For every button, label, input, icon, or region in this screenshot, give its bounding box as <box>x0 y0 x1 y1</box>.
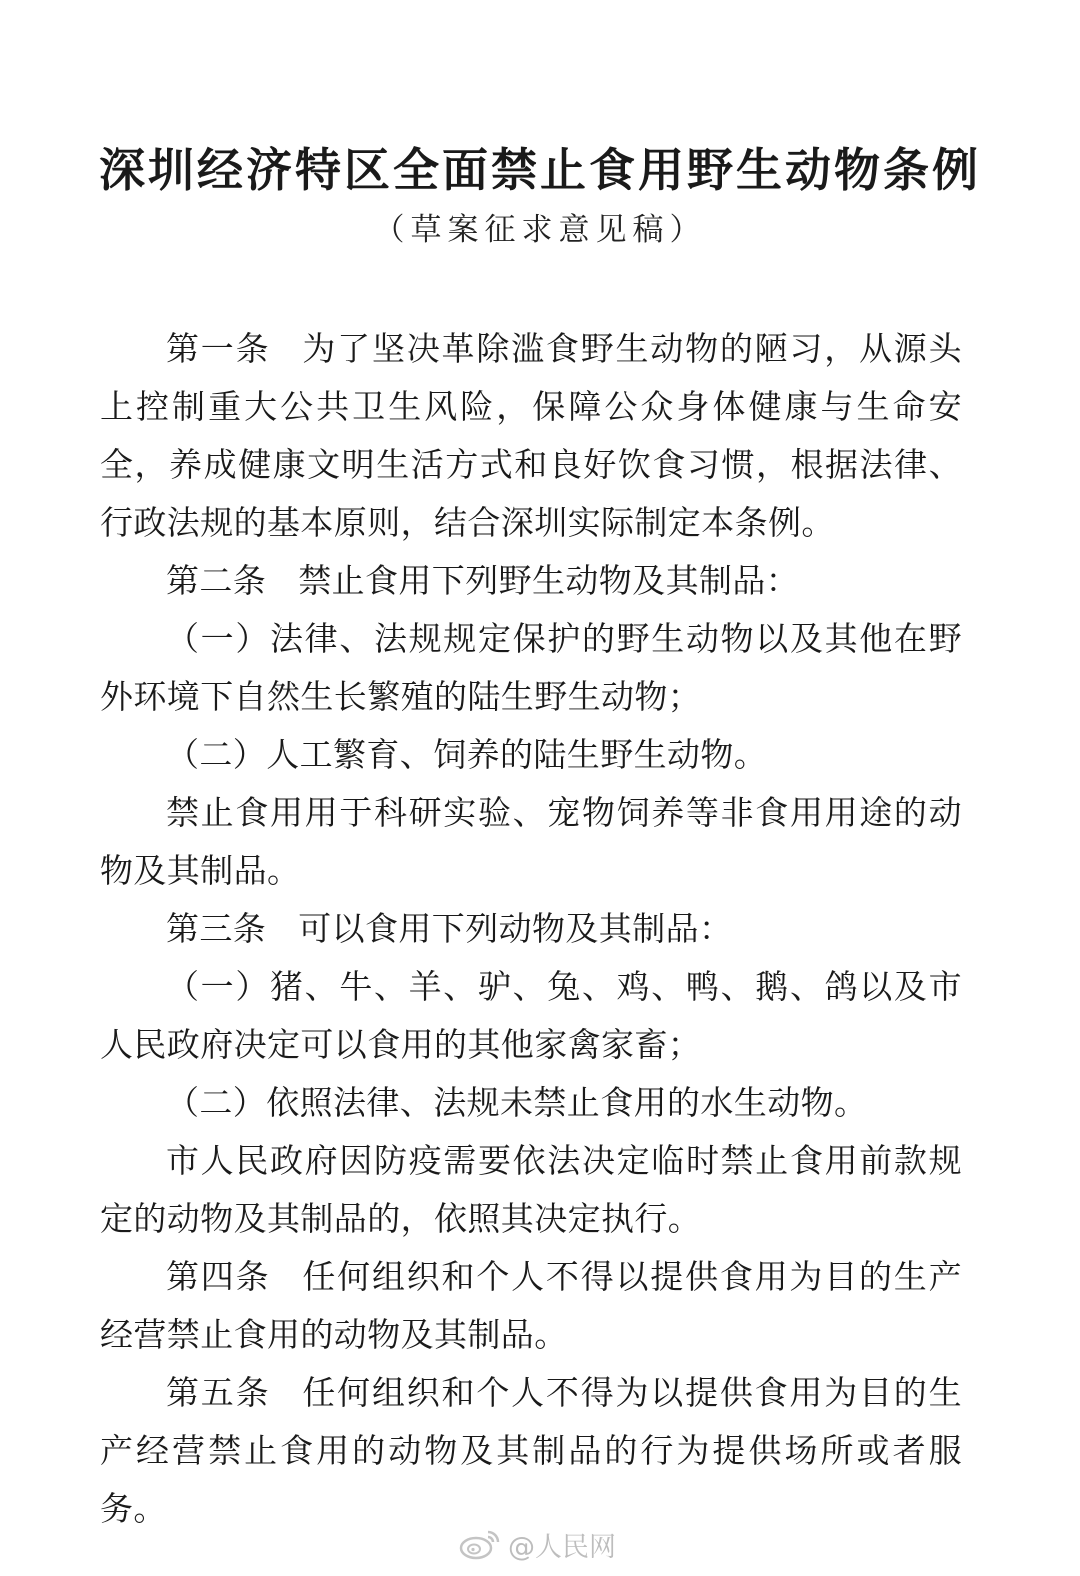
clause-paragraph <box>100 1074 962 1132</box>
paragraph-text: 禁止食用下列野生动物及其制品： <box>298 561 800 600</box>
clause-paragraph <box>100 958 962 1074</box>
clause-paragraph <box>100 610 962 726</box>
weibo-icon <box>458 1528 502 1560</box>
document-title: 深圳经济特区全面禁止食用野生动物条例 <box>99 143 981 197</box>
paragraph-text: 市人民政府因防疫需要依法决定临时禁止食用前款规定的动物及其制品的，依照其决定执行。 <box>100 1141 962 1238</box>
paragraph-text: 禁止食用用于科研实验、宠物饲养等非食用用途的动物及其制品。 <box>100 793 962 890</box>
article-paragraph <box>100 552 962 610</box>
clause-paragraph <box>100 784 962 900</box>
article-paragraph <box>100 320 962 552</box>
paragraph-text: 任何组织和个人不得为以提供食用为目的生产经营禁止食用的动物及其制品的行为提供场所或者服务。 <box>100 1373 962 1528</box>
watermark <box>458 1524 616 1564</box>
paragraph-text: 任何组织和个人不得以提供食用为目的生产经营禁止食用的动物及其制品。 <box>100 1257 962 1354</box>
article-paragraph <box>100 1248 962 1364</box>
paragraph-text: 可以食用下列动物及其制品： <box>298 909 733 948</box>
article-label: 第四条 <box>166 1257 271 1296</box>
document-body <box>100 320 962 1538</box>
article-label: 第一条 <box>166 329 271 368</box>
paragraph-text: （二）依照法律、法规未禁止食用的水生动物。 <box>166 1083 868 1122</box>
article-label: 第二条 <box>166 561 267 600</box>
article-label: 第五条 <box>166 1373 271 1412</box>
watermark-text: @人民网 <box>508 1531 616 1563</box>
article-paragraph <box>100 1364 962 1538</box>
clause-paragraph <box>100 1132 962 1248</box>
article-paragraph <box>100 900 962 958</box>
paragraph-text: （一）法律、法规规定保护的野生动物以及其他在野外环境下自然生长繁殖的陆生野生动物； <box>100 619 962 716</box>
paragraph-text: 为了坚决革除滥食野生动物的陋习，从源头上控制重大公共卫生风险，保障公众身体健康与生命安全，养成健康文明生活方式和良好饮食习惯，根据法律、行政法规的基本原则，结合深圳实际制定本条例。 <box>100 329 962 542</box>
paragraph-text: （一）猪、牛、羊、驴、兔、鸡、鸭、鹅、鸽以及市人民政府决定可以食用的其他家禽家畜； <box>100 967 962 1064</box>
clause-paragraph <box>100 726 962 784</box>
document-subtitle: （草案征求意见稿） <box>373 212 707 248</box>
article-label: 第三条 <box>166 909 267 948</box>
paragraph-text: （二）人工繁育、饲养的陆生野生动物。 <box>166 735 768 774</box>
